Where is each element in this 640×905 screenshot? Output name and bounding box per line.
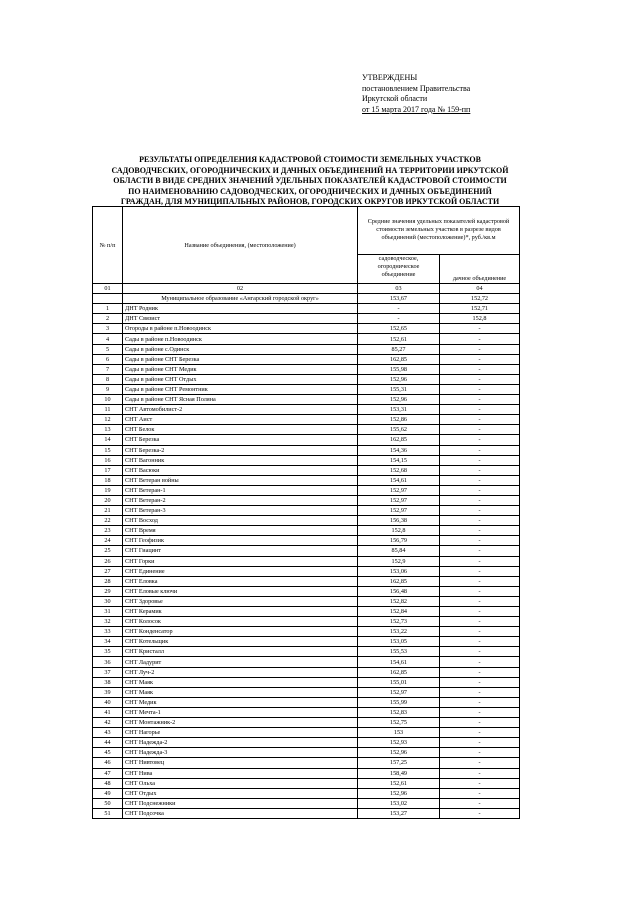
row-name: СНТ Ветеран-2: [123, 495, 358, 505]
title-line-1: РЕЗУЛЬТАТЫ ОПРЕДЕЛЕНИЯ КАДАСТРОВОЙ СТОИМОСТИ ЗЕМЕЛЬНЫХ УЧАСТКОВ: [139, 155, 481, 164]
row-value-garden: 152,84: [358, 607, 440, 617]
row-value-garden: 152,83: [358, 707, 440, 717]
row-name: СНТ Еловка: [123, 576, 358, 586]
header-garden-association: садоводческое, огородническое объединение: [358, 254, 440, 283]
table-row: [93, 395, 520, 405]
row-name: СНТ Ладурит: [123, 657, 358, 667]
row-number: 8: [93, 374, 123, 384]
row-number: 25: [93, 546, 123, 556]
row-value-garden: 155,98: [358, 364, 440, 374]
row-value-dacha: -: [440, 748, 520, 758]
row-value-garden: 155,31: [358, 384, 440, 394]
column-index: 03: [358, 284, 440, 294]
row-value-garden: 153,22: [358, 627, 440, 637]
row-value-dacha: -: [440, 495, 520, 505]
row-value-dacha: 152,71: [440, 304, 520, 314]
table-row: [93, 647, 520, 657]
row-number: 5: [93, 344, 123, 354]
row-value-dacha: -: [440, 455, 520, 465]
table-row: [93, 354, 520, 364]
row-number: 31: [93, 607, 123, 617]
row-name: СНТ Ветеран-3: [123, 506, 358, 516]
municipality-number-cell: [93, 294, 123, 304]
row-number: 1: [93, 304, 123, 314]
row-name: Сады в районе СНТ Ясная Поляна: [123, 395, 358, 405]
document-title: [100, 155, 520, 208]
row-value-garden: 158,49: [358, 768, 440, 778]
row-name: Сады в районе СНТ Березка: [123, 354, 358, 364]
row-number: 11: [93, 405, 123, 415]
table-row: [93, 516, 520, 526]
row-number: 28: [93, 576, 123, 586]
row-number: 34: [93, 637, 123, 647]
row-name: СНТ Монтажник-2: [123, 718, 358, 728]
row-name: СНТ Время: [123, 526, 358, 536]
row-name: СНТ Единение: [123, 566, 358, 576]
table-row: [93, 697, 520, 707]
row-value-dacha: -: [440, 364, 520, 374]
row-number: 24: [93, 536, 123, 546]
row-number: 26: [93, 556, 123, 566]
row-value-dacha: -: [440, 677, 520, 687]
row-value-dacha: -: [440, 768, 520, 778]
table-row: [93, 546, 520, 556]
row-name: СНТ Ольха: [123, 778, 358, 788]
row-value-garden: 85,84: [358, 546, 440, 556]
row-value-garden: 154,15: [358, 455, 440, 465]
row-name: СНТ Надежда-3: [123, 748, 358, 758]
header-number: № п/п: [93, 207, 123, 284]
row-name: СНТ Нива: [123, 768, 358, 778]
row-value-dacha: -: [440, 718, 520, 728]
row-value-garden: 162,85: [358, 435, 440, 445]
row-number: 29: [93, 586, 123, 596]
row-number: 36: [93, 657, 123, 667]
row-value-garden: 156,48: [358, 586, 440, 596]
row-name: Огороды в районе п.Новоодинск: [123, 324, 358, 334]
row-value-garden: 152,61: [358, 334, 440, 344]
row-value-dacha: -: [440, 566, 520, 576]
row-number: 12: [93, 415, 123, 425]
table-row: [93, 485, 520, 495]
row-value-dacha: -: [440, 374, 520, 384]
row-value-garden: 157,25: [358, 758, 440, 768]
row-value-garden: 154,36: [358, 445, 440, 455]
approval-line-3: Иркутской области: [362, 94, 428, 103]
table-row: [93, 556, 520, 566]
row-value-dacha: -: [440, 384, 520, 394]
row-name: СНТ Отдых: [123, 788, 358, 798]
row-number: 18: [93, 475, 123, 485]
row-value-dacha: -: [440, 546, 520, 556]
row-name: СНТ Белок: [123, 425, 358, 435]
table-row: [93, 465, 520, 475]
row-value-dacha: -: [440, 556, 520, 566]
row-number: 32: [93, 617, 123, 627]
approval-block: [362, 73, 470, 115]
table-row: [93, 495, 520, 505]
row-value-dacha: -: [440, 596, 520, 606]
row-value-garden: 152,9: [358, 556, 440, 566]
row-value-garden: 152,68: [358, 465, 440, 475]
row-value-garden: 155,62: [358, 425, 440, 435]
row-value-garden: 152,75: [358, 718, 440, 728]
table-row: [93, 758, 520, 768]
row-number: 43: [93, 728, 123, 738]
row-name: СНТ Геофизик: [123, 536, 358, 546]
approval-date: от 15 марта 2017 года № 159-пп: [362, 104, 471, 114]
table-row: [93, 808, 520, 818]
approval-line-2: постановлением Правительства: [362, 83, 471, 93]
row-name: Сады в районе СНТ Медик: [123, 364, 358, 374]
row-value-garden: 162,85: [358, 354, 440, 364]
row-value-garden: 152,97: [358, 687, 440, 697]
row-value-dacha: -: [440, 576, 520, 586]
row-value-garden: 155,01: [358, 677, 440, 687]
row-name: СНТ Аист: [123, 415, 358, 425]
municipality-name: Муниципальное образование «Ангарский городской округ»: [123, 294, 358, 304]
row-number: 13: [93, 425, 123, 435]
row-number: 38: [93, 677, 123, 687]
row-name: СНТ Нивтовец: [123, 758, 358, 768]
row-number: 35: [93, 647, 123, 657]
row-name: СНТ Березка: [123, 435, 358, 445]
row-name: СНТ Васюки: [123, 465, 358, 475]
row-number: 23: [93, 526, 123, 536]
row-number: 49: [93, 788, 123, 798]
table-row: [93, 768, 520, 778]
row-number: 41: [93, 707, 123, 717]
row-value-dacha: -: [440, 465, 520, 475]
table-row: [93, 506, 520, 516]
row-value-garden: 152,96: [358, 374, 440, 384]
table-row: [93, 314, 520, 324]
row-number: 27: [93, 566, 123, 576]
row-value-dacha: 152,8: [440, 314, 520, 324]
row-value-garden: 153,31: [358, 405, 440, 415]
table-row: [93, 657, 520, 667]
row-name: СНТ Луч-2: [123, 667, 358, 677]
row-number: 40: [93, 697, 123, 707]
row-name: СНТ Котельщик: [123, 637, 358, 647]
row-value-dacha: -: [440, 798, 520, 808]
row-number: 21: [93, 506, 123, 516]
row-value-dacha: -: [440, 647, 520, 657]
table-row: [93, 374, 520, 384]
table-row: [93, 728, 520, 738]
cadastral-value-table: [92, 206, 520, 819]
row-number: 44: [93, 738, 123, 748]
row-value-dacha: -: [440, 758, 520, 768]
row-value-garden: 156,79: [358, 536, 440, 546]
column-index-row: [93, 284, 520, 294]
row-value-dacha: -: [440, 405, 520, 415]
row-value-garden: 152,93: [358, 738, 440, 748]
column-index: 04: [440, 284, 520, 294]
column-index: 02: [123, 284, 358, 294]
row-number: 17: [93, 465, 123, 475]
row-value-dacha: -: [440, 485, 520, 495]
row-value-garden: 152,96: [358, 748, 440, 758]
row-value-garden: 153,27: [358, 808, 440, 818]
row-number: 30: [93, 596, 123, 606]
row-value-garden: 162,85: [358, 576, 440, 586]
table-row: [93, 586, 520, 596]
row-value-dacha: -: [440, 586, 520, 596]
row-value-garden: 152,8: [358, 526, 440, 536]
table-row: [93, 526, 520, 536]
row-value-dacha: -: [440, 475, 520, 485]
row-number: 15: [93, 445, 123, 455]
table-row: [93, 536, 520, 546]
row-name: СНТ Ветеран-1: [123, 485, 358, 495]
row-value-garden: 152,61: [358, 778, 440, 788]
row-value-garden: 162,85: [358, 667, 440, 677]
row-name: СНТ Колосок: [123, 617, 358, 627]
row-number: 9: [93, 384, 123, 394]
municipality-row: [93, 294, 520, 304]
table-row: [93, 778, 520, 788]
row-number: 39: [93, 687, 123, 697]
row-value-dacha: -: [440, 667, 520, 677]
row-value-dacha: -: [440, 697, 520, 707]
row-value-garden: 152,96: [358, 395, 440, 405]
row-value-garden: 152,65: [358, 324, 440, 334]
row-name: СНТ Восход: [123, 516, 358, 526]
row-number: 2: [93, 314, 123, 324]
row-name: СНТ Гиацинт: [123, 546, 358, 556]
row-value-dacha: -: [440, 778, 520, 788]
row-name: СНТ Маяк: [123, 677, 358, 687]
row-value-garden: -: [358, 314, 440, 324]
row-name: Сады в районе СНТ Ремонтник: [123, 384, 358, 394]
table-row: [93, 405, 520, 415]
approval-line-1: УТВЕРЖДЕНЫ: [362, 73, 418, 82]
row-value-dacha: -: [440, 445, 520, 455]
row-value-dacha: -: [440, 607, 520, 617]
header-average-values: Средние значения удельных показателей кадастровой стоимости земельных участков в разрезе видов объединений (местоположение)*, руб./кв.м: [358, 207, 520, 255]
title-line-5: ГРАЖДАН, ДЛЯ МУНИЦИПАЛЬНЫХ РАЙОНОВ, ГОРОДСКИХ ОКРУГОВ ИРКУТСКОЙ ОБЛАСТИ: [120, 197, 500, 206]
table-row: [93, 324, 520, 334]
row-name: СНТ Подсочка: [123, 808, 358, 818]
row-value-garden: 153,02: [358, 798, 440, 808]
row-name: СНТ Нагорье: [123, 728, 358, 738]
row-value-dacha: -: [440, 627, 520, 637]
row-number: 4: [93, 334, 123, 344]
row-value-dacha: -: [440, 344, 520, 354]
row-value-garden: 152,97: [358, 495, 440, 505]
row-value-garden: 152,73: [358, 617, 440, 627]
row-name: СНТ Вагонник: [123, 455, 358, 465]
row-value-garden: 152,97: [358, 485, 440, 495]
row-value-dacha: -: [440, 415, 520, 425]
row-name: СНТ Кристалл: [123, 647, 358, 657]
table-row: [93, 788, 520, 798]
table-row: [93, 334, 520, 344]
row-value-dacha: -: [440, 506, 520, 516]
row-number: 20: [93, 495, 123, 505]
row-name: Сады в районе с.Одинск: [123, 344, 358, 354]
title-line-3: ОБЛАСТИ В ВИДЕ СРЕДНИХ ЗНАЧЕНИЙ УДЕЛЬНЫХ ПОКАЗАТЕЛЕЙ КАДАСТРОВОЙ СТОИМОСТИ: [113, 176, 507, 185]
row-name: СНТ Березка-2: [123, 445, 358, 455]
header-name: Название объединения, (местоположение): [123, 207, 358, 284]
row-number: 48: [93, 778, 123, 788]
row-number: 33: [93, 627, 123, 637]
row-name: ДНТ Родник: [123, 304, 358, 314]
row-number: 51: [93, 808, 123, 818]
municipality-value-garden: 153,67: [358, 294, 440, 304]
row-value-dacha: -: [440, 617, 520, 627]
row-value-garden: 155,99: [358, 697, 440, 707]
table-row: [93, 687, 520, 697]
row-value-garden: 154,61: [358, 475, 440, 485]
row-number: 16: [93, 455, 123, 465]
row-value-dacha: -: [440, 657, 520, 667]
row-name: СНТ Медик: [123, 697, 358, 707]
row-value-garden: 152,96: [358, 788, 440, 798]
row-value-dacha: -: [440, 728, 520, 738]
row-name: Сады в районе СНТ Отдых: [123, 374, 358, 384]
table-row: [93, 617, 520, 627]
row-name: ДНТ Связист: [123, 314, 358, 324]
row-value-dacha: -: [440, 526, 520, 536]
row-number: 45: [93, 748, 123, 758]
row-name: СНТ Ветеран войны: [123, 475, 358, 485]
row-value-dacha: -: [440, 516, 520, 526]
row-value-dacha: -: [440, 395, 520, 405]
row-value-garden: 154,61: [358, 657, 440, 667]
row-name: СНТ Горки: [123, 556, 358, 566]
row-value-dacha: -: [440, 808, 520, 818]
row-value-garden: 156,38: [358, 516, 440, 526]
row-value-garden: 155,53: [358, 647, 440, 657]
row-number: 22: [93, 516, 123, 526]
row-name: СНТ Надежда-2: [123, 738, 358, 748]
table-row: [93, 475, 520, 485]
table-row: [93, 425, 520, 435]
row-number: 37: [93, 667, 123, 677]
table-row: [93, 415, 520, 425]
row-value-dacha: -: [440, 687, 520, 697]
row-name: СНТ Мечта-1: [123, 707, 358, 717]
table-row: [93, 435, 520, 445]
row-value-dacha: -: [440, 334, 520, 344]
row-name: СНТ Конденсатор: [123, 627, 358, 637]
table-row: [93, 384, 520, 394]
row-number: 42: [93, 718, 123, 728]
row-name: СНТ Еловые ключи: [123, 586, 358, 596]
row-name: СНТ Керамик: [123, 607, 358, 617]
table-row: [93, 566, 520, 576]
municipality-value-dacha: 152,72: [440, 294, 520, 304]
row-value-dacha: -: [440, 536, 520, 546]
row-number: 7: [93, 364, 123, 374]
table-row: [93, 445, 520, 455]
row-value-dacha: -: [440, 425, 520, 435]
row-name: СНТ Маяк: [123, 687, 358, 697]
row-number: 14: [93, 435, 123, 445]
row-value-dacha: -: [440, 435, 520, 445]
row-value-dacha: -: [440, 788, 520, 798]
header-dacha-association: дачное объединение: [440, 254, 520, 283]
table-row: [93, 627, 520, 637]
table-row: [93, 607, 520, 617]
table-row: [93, 667, 520, 677]
row-value-garden: 152,86: [358, 415, 440, 425]
row-value-garden: 153,06: [358, 566, 440, 576]
row-value-dacha: -: [440, 707, 520, 717]
title-line-2: САДОВОДЧЕСКИХ, ОГОРОДНИЧЕСКИХ И ДАЧНЫХ ОБЪЕДИНЕНИЙ НА ТЕРРИТОРИИ ИРКУТСКОЙ: [111, 165, 509, 175]
title-line-4: ПО НАИМЕНОВАНИЮ САДОВОДЧЕСКИХ, ОГОРОДНИЧЕСКИХ И ДАЧНЫХ ОБЪЕДИНЕНИЙ: [128, 186, 492, 196]
row-number: 46: [93, 758, 123, 768]
row-value-garden: 152,97: [358, 506, 440, 516]
table-row: [93, 748, 520, 758]
row-name: СНТ Подснежники: [123, 798, 358, 808]
row-value-dacha: -: [440, 637, 520, 647]
table-row: [93, 707, 520, 717]
row-value-dacha: -: [440, 354, 520, 364]
row-name: СНТ Здоровье: [123, 596, 358, 606]
table-row: [93, 677, 520, 687]
table-row: [93, 304, 520, 314]
table-row: [93, 637, 520, 647]
row-number: 10: [93, 395, 123, 405]
table-row: [93, 738, 520, 748]
row-value-garden: 152,82: [358, 596, 440, 606]
row-name: СНТ Автомобилист-2: [123, 405, 358, 415]
table-row: [93, 718, 520, 728]
row-number: 19: [93, 485, 123, 495]
row-value-dacha: -: [440, 738, 520, 748]
table-row: [93, 364, 520, 374]
row-value-garden: 153: [358, 728, 440, 738]
table-row: [93, 455, 520, 465]
row-value-dacha: -: [440, 324, 520, 334]
row-number: 6: [93, 354, 123, 364]
row-number: 50: [93, 798, 123, 808]
table-row: [93, 576, 520, 586]
table-row: [93, 798, 520, 808]
row-value-garden: 153,05: [358, 637, 440, 647]
row-number: 47: [93, 768, 123, 778]
table-row: [93, 596, 520, 606]
row-number: 3: [93, 324, 123, 334]
row-name: Сады в районе п.Новоодинск: [123, 334, 358, 344]
row-value-garden: -: [358, 304, 440, 314]
column-index: 01: [93, 284, 123, 294]
table-row: [93, 344, 520, 354]
row-value-garden: 85,27: [358, 344, 440, 354]
